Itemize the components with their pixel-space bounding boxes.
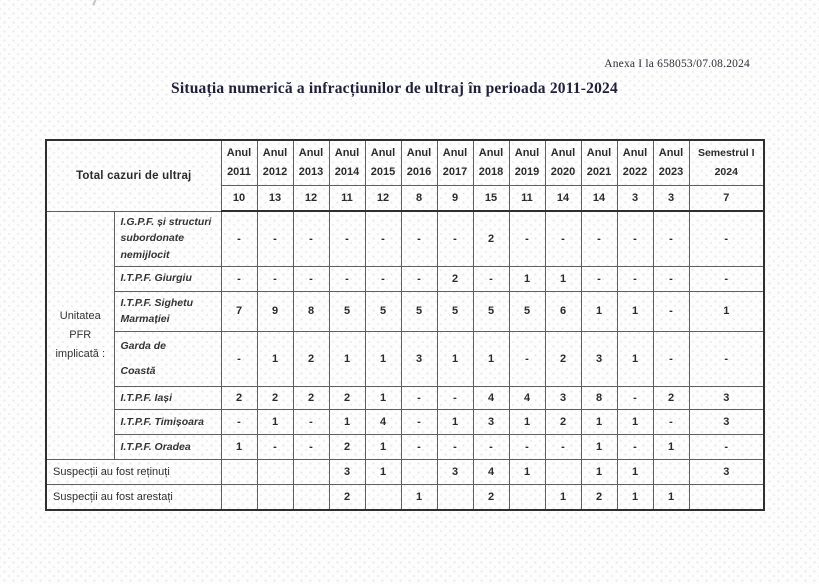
value-cell: - [293, 410, 329, 435]
value-cell: - [581, 266, 617, 291]
value-cell: - [401, 387, 437, 410]
value-cell: 1 [617, 291, 653, 331]
value-cell: 1 [329, 331, 365, 386]
footer-row [46, 485, 764, 510]
year-header-prefix: Anul [514, 146, 540, 159]
year-header-prefix: Anul [226, 146, 252, 159]
total-value-cell: 11 [329, 185, 365, 211]
total-value-cell: 10 [221, 185, 257, 211]
value-cell [221, 485, 257, 510]
year-header-prefix: Anul [658, 146, 684, 159]
year-header-cell [617, 140, 653, 185]
value-cell: 1 [689, 291, 764, 331]
value-cell: 1 [365, 331, 401, 386]
value-cell: 2 [329, 485, 365, 510]
unit-row [46, 211, 764, 266]
value-cell: 1 [545, 485, 581, 510]
value-cell: - [401, 211, 437, 266]
value-cell: 2 [545, 331, 581, 386]
value-cell: 8 [293, 291, 329, 331]
value-cell: 2 [473, 211, 509, 266]
value-cell: 1 [221, 435, 257, 460]
value-cell [545, 460, 581, 485]
value-cell: - [221, 266, 257, 291]
value-cell: - [473, 435, 509, 460]
value-cell: - [617, 266, 653, 291]
year-header-cell [329, 140, 365, 185]
value-cell: - [401, 435, 437, 460]
value-cell: 2 [329, 387, 365, 410]
value-cell [653, 460, 689, 485]
year-header-prefix: Anul [298, 146, 324, 159]
year-header-value: 2022 [622, 165, 648, 178]
year-header-prefix: Anul [370, 146, 396, 159]
value-cell: - [293, 266, 329, 291]
total-value-cell: 7 [689, 185, 764, 211]
year-header-cell [293, 140, 329, 185]
year-header-cell [221, 140, 257, 185]
value-cell: 3 [581, 331, 617, 386]
value-cell: - [365, 211, 401, 266]
value-cell: 3 [473, 410, 509, 435]
value-cell: - [257, 211, 293, 266]
value-cell: 1 [473, 331, 509, 386]
value-cell: 2 [221, 387, 257, 410]
total-value-cell: 12 [293, 185, 329, 211]
total-value-cell: 15 [473, 185, 509, 211]
footer-row-label: Suspecții au fost arestați [46, 485, 221, 510]
value-cell [437, 485, 473, 510]
value-cell: 1 [509, 460, 545, 485]
total-value-cell: 3 [653, 185, 689, 211]
page-title: Situația numerică a infracțiunilor de ultraj în perioada 2011-2024 [171, 80, 618, 97]
value-cell: - [401, 410, 437, 435]
value-cell: 7 [221, 291, 257, 331]
value-cell: 3 [545, 387, 581, 410]
value-cell: 1 [545, 266, 581, 291]
value-cell [509, 485, 545, 510]
year-header-cell [401, 140, 437, 185]
total-value-cell: 8 [401, 185, 437, 211]
value-cell: 1 [581, 291, 617, 331]
value-cell: 1 [653, 485, 689, 510]
year-header-value: 2018 [478, 165, 504, 178]
value-cell: 2 [437, 266, 473, 291]
year-header-value: 2012 [262, 165, 288, 178]
total-value-cell: 13 [257, 185, 293, 211]
value-cell: 5 [509, 291, 545, 331]
value-cell: - [329, 266, 365, 291]
header-row [46, 140, 764, 185]
value-cell [689, 485, 764, 510]
value-cell [221, 460, 257, 485]
value-cell: - [509, 331, 545, 386]
value-cell: 1 [365, 387, 401, 410]
unit-row [46, 331, 764, 386]
value-cell: 2 [293, 387, 329, 410]
semester-header-cell [689, 140, 764, 185]
unit-row-label: I.G.P.F. și structuri subordonate nemijlocit [114, 211, 221, 266]
value-cell: 2 [257, 387, 293, 410]
year-header-value: 2013 [298, 165, 324, 178]
value-cell: 3 [329, 460, 365, 485]
year-header-value: 2015 [370, 165, 396, 178]
unit-row-label: I.T.P.F. Timișoara [114, 410, 221, 435]
year-header-prefix: Anul [478, 146, 504, 159]
value-cell: 3 [401, 331, 437, 386]
value-cell: - [545, 211, 581, 266]
value-cell: 3 [689, 387, 764, 410]
value-cell: - [689, 211, 764, 266]
value-cell: 1 [617, 485, 653, 510]
group-label-cell [46, 211, 114, 460]
value-cell: 1 [365, 460, 401, 485]
unit-row [46, 291, 764, 331]
year-header-prefix: Anul [622, 146, 648, 159]
value-cell: 3 [689, 410, 764, 435]
unit-row-label: I.T.P.F. Oradea [114, 435, 221, 460]
value-cell [401, 460, 437, 485]
value-cell: - [257, 435, 293, 460]
group-label-line: implicată : [55, 348, 106, 360]
value-cell: 6 [545, 291, 581, 331]
value-cell: - [293, 435, 329, 460]
value-cell: - [329, 211, 365, 266]
year-header-prefix: Anul [262, 146, 288, 159]
value-cell: 2 [545, 410, 581, 435]
value-cell: - [653, 211, 689, 266]
table-header [46, 140, 764, 211]
year-header-value: 2020 [550, 165, 576, 178]
value-cell: - [689, 331, 764, 386]
year-header-prefix: Anul [442, 146, 468, 159]
unit-row [46, 410, 764, 435]
value-cell: 4 [473, 460, 509, 485]
year-header-cell [473, 140, 509, 185]
value-cell [257, 485, 293, 510]
value-cell: - [437, 435, 473, 460]
unit-row-label: Garda de Coastă [114, 331, 221, 386]
year-header-value: 2011 [227, 165, 251, 178]
unit-row [46, 387, 764, 410]
semester-header-line2: 2024 [714, 165, 738, 178]
year-header-prefix: Anul [550, 146, 576, 159]
value-cell: 3 [689, 460, 764, 485]
value-cell: - [437, 211, 473, 266]
total-value-cell: 12 [365, 185, 401, 211]
value-cell: 1 [581, 460, 617, 485]
total-value-cell: 14 [545, 185, 581, 211]
unit-row-label: I.T.P.F. Iași [114, 387, 221, 410]
value-cell: - [473, 266, 509, 291]
value-cell: 1 [617, 460, 653, 485]
total-value-cell: 9 [437, 185, 473, 211]
value-cell: - [221, 331, 257, 386]
value-cell: - [653, 291, 689, 331]
year-header-value: 2019 [514, 165, 540, 178]
table-body [46, 211, 764, 510]
value-cell: - [617, 211, 653, 266]
value-cell: 1 [257, 331, 293, 386]
value-cell: 1 [365, 435, 401, 460]
value-cell: 2 [293, 331, 329, 386]
year-header-value: 2014 [334, 165, 360, 178]
value-cell: - [545, 435, 581, 460]
value-cell: - [653, 331, 689, 386]
value-cell: 2 [329, 435, 365, 460]
value-cell: 2 [653, 387, 689, 410]
total-value-cell: 14 [581, 185, 617, 211]
value-cell: 2 [581, 485, 617, 510]
value-cell: - [293, 211, 329, 266]
total-value-cell: 11 [509, 185, 545, 211]
value-cell: 1 [617, 410, 653, 435]
value-cell: 8 [581, 387, 617, 410]
value-cell: 5 [401, 291, 437, 331]
year-header-cell [545, 140, 581, 185]
semester-header-line1: Semestrul I [697, 147, 755, 160]
year-header-value: 2021 [586, 165, 612, 178]
value-cell: 1 [509, 266, 545, 291]
value-cell [293, 485, 329, 510]
value-cell: 4 [473, 387, 509, 410]
value-cell [365, 485, 401, 510]
group-label-line: Unitatea [59, 309, 101, 322]
value-cell: 3 [437, 460, 473, 485]
value-cell: 5 [473, 291, 509, 331]
total-cases-label: Total cazuri de ultraj [46, 140, 221, 211]
value-cell: - [689, 435, 764, 460]
year-header-cell [365, 140, 401, 185]
year-header-prefix: Anul [406, 146, 432, 159]
value-cell: - [221, 410, 257, 435]
value-cell: 1 [437, 410, 473, 435]
value-cell: - [437, 387, 473, 410]
group-label-line: PFR [69, 328, 92, 341]
scan-artifact [92, 0, 103, 9]
value-cell: 5 [365, 291, 401, 331]
value-cell: 1 [581, 410, 617, 435]
value-cell: 1 [509, 410, 545, 435]
year-header-cell [509, 140, 545, 185]
annex-reference: Anexa I la 658053/07.08.2024 [604, 58, 750, 70]
year-header-cell [653, 140, 689, 185]
value-cell: 1 [437, 331, 473, 386]
value-cell: - [617, 435, 653, 460]
value-cell: - [509, 435, 545, 460]
unit-row-label: I.T.P.F. Giurgiu [114, 266, 221, 291]
value-cell: - [581, 211, 617, 266]
year-header-value: 2023 [658, 165, 684, 178]
value-cell: 9 [257, 291, 293, 331]
ultraj-table [45, 139, 765, 511]
year-header-value: 2016 [406, 165, 432, 178]
value-cell [293, 460, 329, 485]
value-cell: - [257, 266, 293, 291]
value-cell: - [653, 410, 689, 435]
value-cell: 1 [329, 410, 365, 435]
unit-row-label: I.T.P.F. Sighetu Marmației [114, 291, 221, 331]
value-cell: - [365, 266, 401, 291]
value-cell: 1 [617, 331, 653, 386]
value-cell: - [221, 211, 257, 266]
value-cell: 5 [437, 291, 473, 331]
value-cell: 1 [257, 410, 293, 435]
value-cell: 4 [365, 410, 401, 435]
value-cell: 4 [509, 387, 545, 410]
value-cell: - [617, 387, 653, 410]
total-value-cell: 3 [617, 185, 653, 211]
year-header-cell [257, 140, 293, 185]
value-cell: 1 [401, 485, 437, 510]
value-cell: 5 [329, 291, 365, 331]
year-header-prefix: Anul [586, 146, 612, 159]
footer-row-label: Suspecții au fost reținuți [46, 460, 221, 485]
year-header-value: 2017 [442, 165, 468, 178]
value-cell: 1 [653, 435, 689, 460]
value-cell: - [509, 211, 545, 266]
year-header-cell [581, 140, 617, 185]
unit-row [46, 435, 764, 460]
value-cell: - [401, 266, 437, 291]
year-header-prefix: Anul [334, 146, 360, 159]
unit-row [46, 266, 764, 291]
value-cell: 1 [581, 435, 617, 460]
value-cell: - [689, 266, 764, 291]
value-cell: - [653, 266, 689, 291]
footer-row [46, 460, 764, 485]
value-cell [257, 460, 293, 485]
value-cell: 2 [473, 485, 509, 510]
year-header-cell [437, 140, 473, 185]
